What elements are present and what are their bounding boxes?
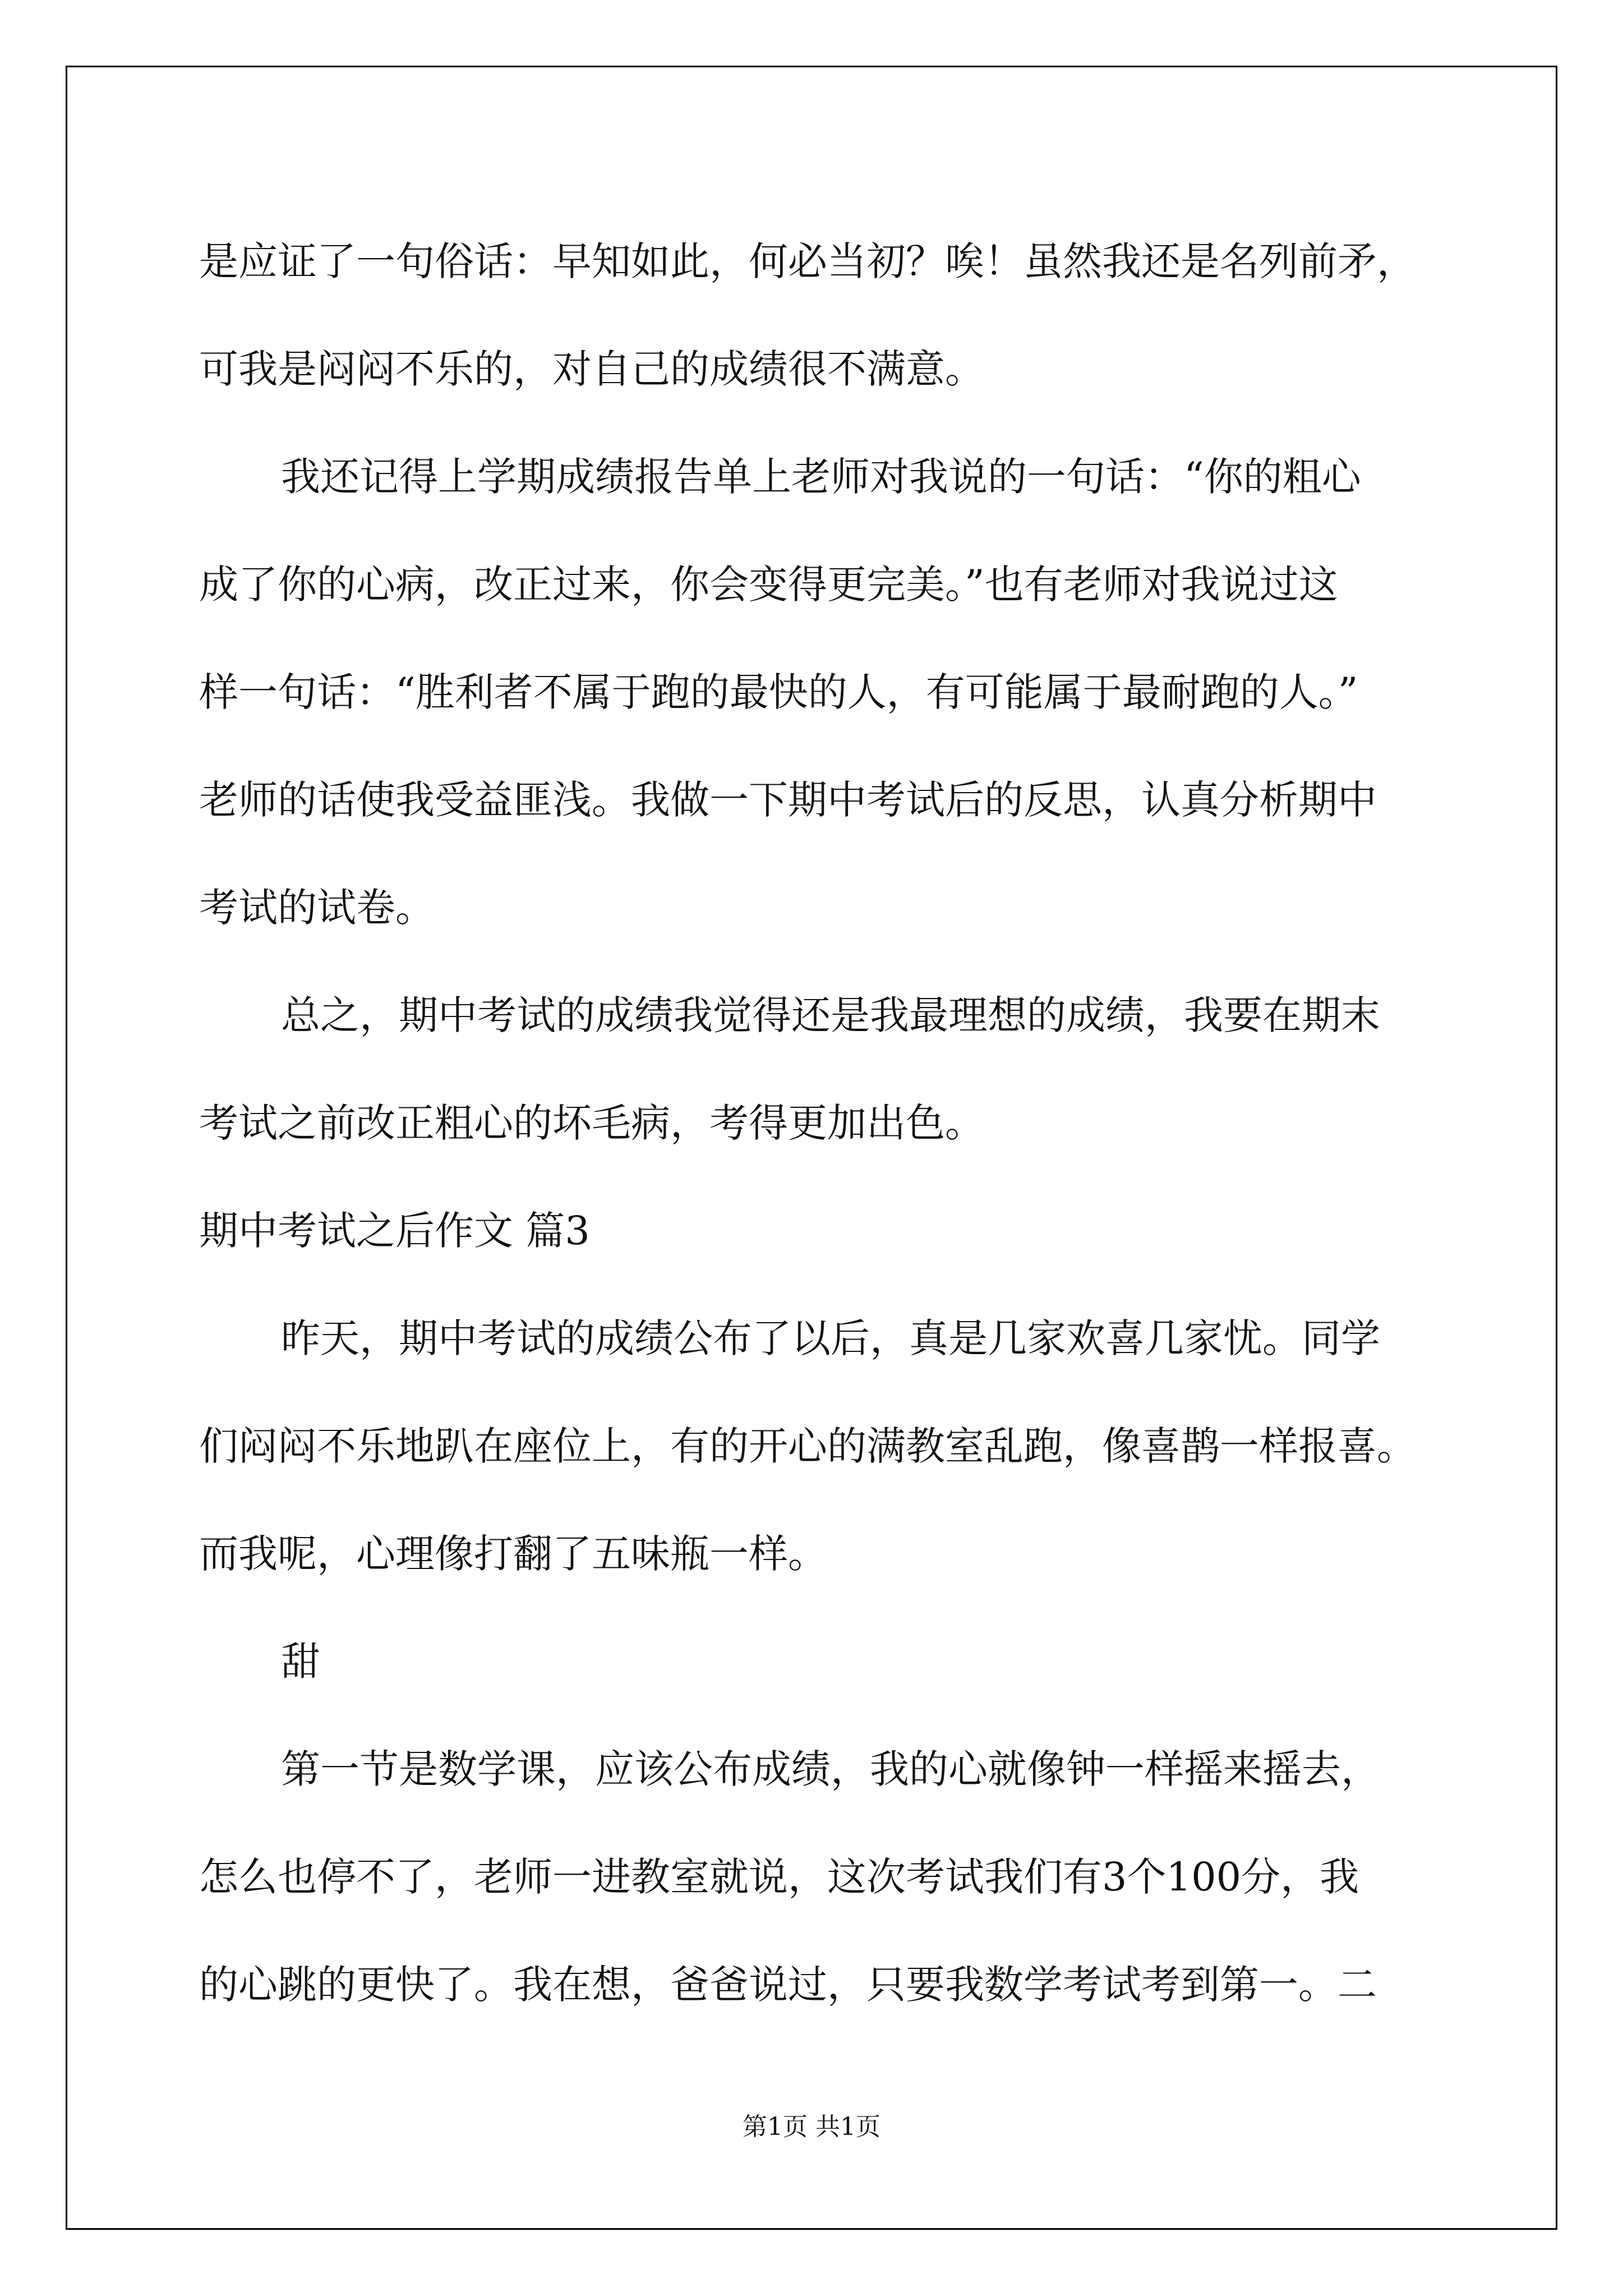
text-line: 老师的话使我受益匪浅。我做一下期中考试后的反思，认真分析期中: [199, 777, 1377, 823]
subheading: 甜: [281, 1639, 320, 1685]
document-body: [199, 208, 1433, 2039]
text-line: 考试的试卷。: [199, 885, 435, 931]
text-line: 可我是闷闷不乐的，对自己的成绩很不满意。: [199, 346, 984, 392]
text-line: 是应证了一句俗话：早知如此，何必当初？唉！虽然我还是名列前矛，: [199, 238, 1416, 284]
text-line: 第一节是数学课，应该公布成绩，我的心就像钟一样摇来摇去，: [281, 1746, 1380, 1792]
page-footer: 第1页 共1页: [743, 2113, 880, 2141]
text-line: 怎么也停不了，老师一进教室就说，这次考试我们有3个100分，我: [199, 1854, 1359, 1900]
text-line: 我还记得上学期成绩报告单上老师对我说的一句话：“你的粗心: [281, 454, 1361, 500]
text-line: 而我呢，心理像打翻了五味瓶一样。: [199, 1531, 827, 1577]
text-line: 的心跳的更快了。我在想，爸爸说过，只要我数学考试考到第一。二: [199, 1962, 1377, 2008]
section-heading: 期中考试之后作文 篇3: [199, 1208, 590, 1254]
text-line: 样一句话：“胜利者不属于跑的最快的人，有可能属于最耐跑的人。”: [199, 669, 1358, 715]
text-line: 昨天，期中考试的成绩公布了以后，真是几家欢喜几家忧。同学: [281, 1315, 1380, 1361]
text-line: 总之，期中考试的成绩我觉得还是我最理想的成绩，我要在期末: [281, 992, 1380, 1038]
text-line: 成了你的心病，改正过来，你会变得更完美。”也有老师对我说过这: [199, 562, 1338, 608]
text-line: 们闷闷不乐地趴在座位上，有的开心的满教室乱跑，像喜鹊一样报喜。: [199, 1423, 1416, 1469]
text-line: 考试之前改正粗心的坏毛病，考得更加出色。: [199, 1100, 984, 1146]
